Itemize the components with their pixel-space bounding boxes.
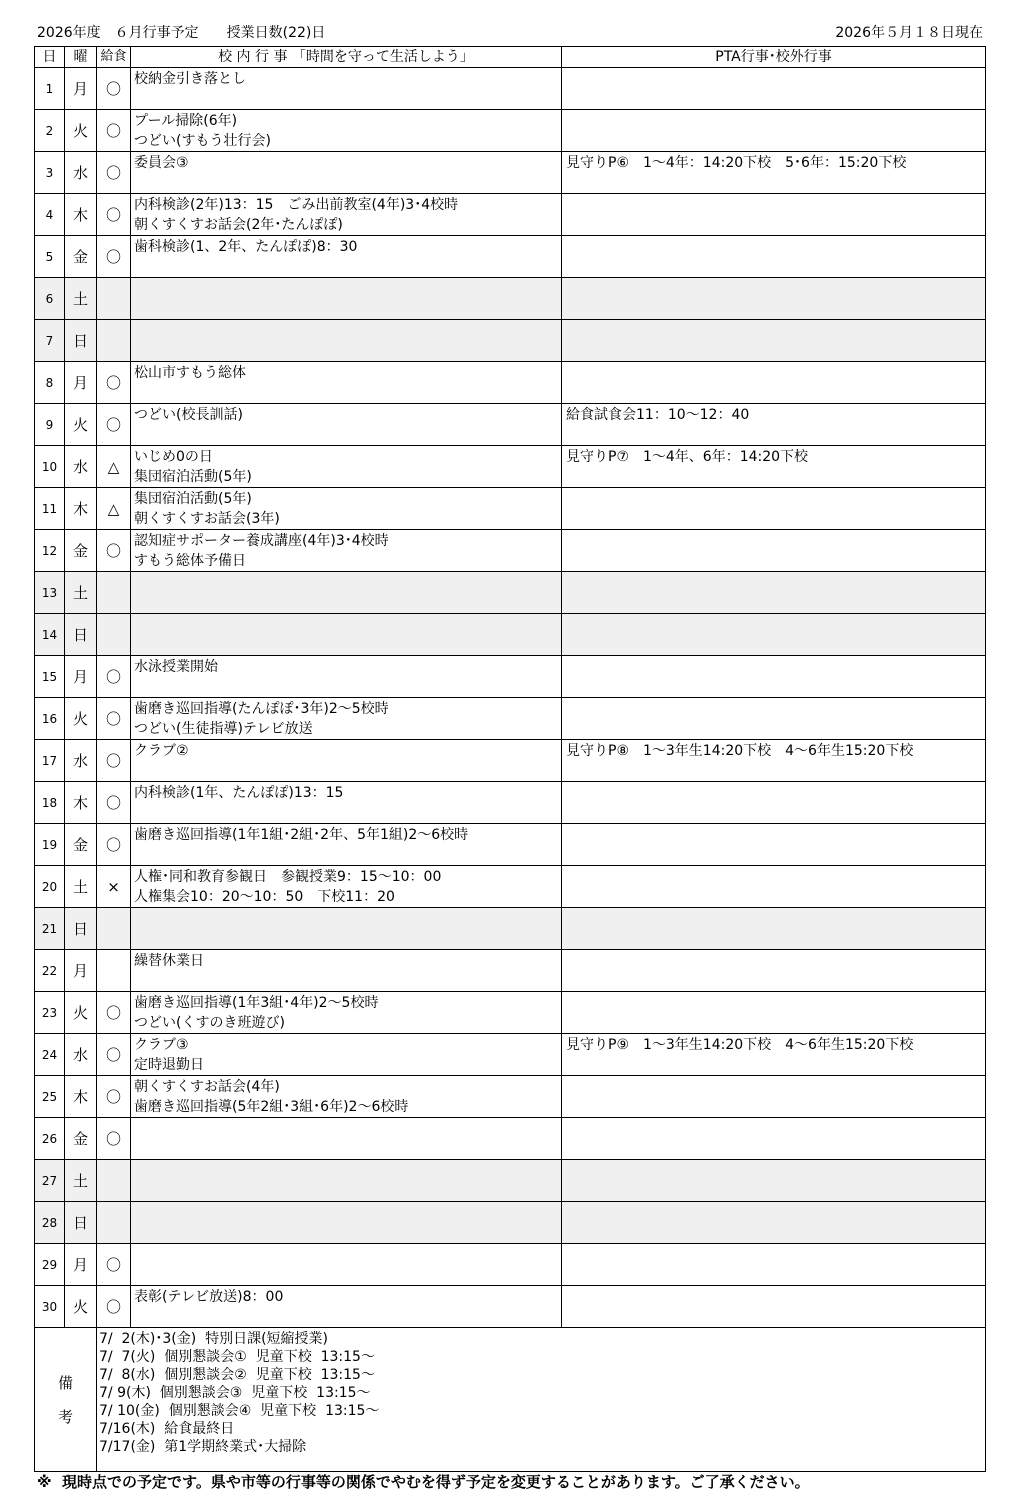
table-row (35, 656, 986, 698)
table-row (35, 68, 986, 110)
day-of-week-cell: 火 (65, 110, 97, 152)
remarks-row (35, 1328, 986, 1472)
school-lunch-mark-cell (97, 320, 131, 362)
pta-events-cell (562, 68, 986, 110)
pta-events-cell (562, 656, 986, 698)
day-of-week-cell: 月 (65, 1244, 97, 1286)
day-number-cell: 27 (35, 1160, 65, 1202)
school-lunch-mark-cell: 〇 (97, 698, 131, 740)
school-events-cell (131, 1034, 562, 1076)
school-events-cell (131, 950, 562, 992)
school-event-line: 認知症サポーター養成講座(4年)3･4校時 (134, 533, 389, 549)
school-events-cell (131, 194, 562, 236)
day-number-cell: 25 (35, 1076, 65, 1118)
pta-events-cell: 見守りP⑨ 1～3年生14:20下校 4～6年生15:20下校 (562, 1034, 986, 1076)
day-of-week-cell: 日 (65, 908, 97, 950)
school-events-cell (131, 908, 562, 950)
table-row (35, 236, 986, 278)
pta-events-cell: 見守りP⑦ 1～4年、6年：14:20下校 (562, 446, 986, 488)
school-events-cell (131, 1244, 562, 1286)
school-event-line: 人権集会10：20～10：50 下校11：20 (134, 889, 395, 905)
table-row (35, 404, 986, 446)
pta-events-cell: 給食試食会11：10～12：40 (562, 404, 986, 446)
pta-events-cell (562, 278, 986, 320)
pta-events-cell (562, 110, 986, 152)
table-row (35, 740, 986, 782)
table-row (35, 866, 986, 908)
day-of-week-cell: 日 (65, 320, 97, 362)
school-event-line: いじめ0の日 (134, 449, 213, 465)
col-header-meal: 給食 (97, 47, 131, 68)
school-event-line: 朝くすくすお話会(4年) (134, 1079, 280, 1095)
table-row (35, 572, 986, 614)
pta-events-cell (562, 320, 986, 362)
school-events-cell (131, 866, 562, 908)
school-lunch-mark-cell: 〇 (97, 656, 131, 698)
table-row (35, 908, 986, 950)
day-number-cell: 2 (35, 110, 65, 152)
remarks-line: 7/17(金) 第1学期終業式･大掃除 (99, 1439, 307, 1455)
day-of-week-cell: 土 (65, 866, 97, 908)
school-event-line: つどい(校長訓話) (134, 407, 243, 423)
document-title: 2026年度 ６月行事予定 授業日数(22)日 (37, 25, 326, 41)
pta-events-cell (562, 866, 986, 908)
remarks-line: 7/16(木) 給食最終日 (99, 1421, 235, 1437)
day-number-cell: 22 (35, 950, 65, 992)
school-event-line: 内科検診(2年)13：15 ごみ出前教室(4年)3･4校時 (134, 197, 459, 213)
table-row (35, 194, 986, 236)
remarks-text (97, 1328, 986, 1472)
day-number-cell: 15 (35, 656, 65, 698)
school-lunch-mark-cell: 〇 (97, 1118, 131, 1160)
school-lunch-mark-cell: 〇 (97, 824, 131, 866)
remarks-label-2: 考 (57, 1407, 73, 1426)
school-lunch-mark-cell: 〇 (97, 1286, 131, 1328)
pta-events-cell (562, 488, 986, 530)
pta-events-cell (562, 1286, 986, 1328)
day-number-cell: 4 (35, 194, 65, 236)
table-row (35, 992, 986, 1034)
school-event-line: 朝くすくすお話会(3年) (134, 511, 280, 527)
school-event-line: 朝くすくすお話会(2年･たんぽぽ) (134, 217, 343, 233)
school-events-cell (131, 530, 562, 572)
day-of-week-cell: 土 (65, 1160, 97, 1202)
school-event-line: 水泳授業開始 (134, 659, 218, 675)
school-lunch-mark-cell: 〇 (97, 530, 131, 572)
school-events-cell (131, 404, 562, 446)
day-number-cell: 26 (35, 1118, 65, 1160)
school-lunch-mark-cell: 〇 (97, 1034, 131, 1076)
school-events-cell (131, 446, 562, 488)
table-row (35, 1118, 986, 1160)
day-of-week-cell: 土 (65, 278, 97, 320)
table-row (35, 782, 986, 824)
school-lunch-mark-cell: 〇 (97, 236, 131, 278)
table-row (35, 362, 986, 404)
school-lunch-mark-cell: 〇 (97, 362, 131, 404)
school-lunch-mark-cell (97, 614, 131, 656)
day-of-week-cell: 金 (65, 1118, 97, 1160)
school-lunch-mark-cell (97, 1202, 131, 1244)
school-lunch-mark-cell: 〇 (97, 992, 131, 1034)
day-of-week-cell: 火 (65, 992, 97, 1034)
school-lunch-mark-cell: 〇 (97, 782, 131, 824)
table-row (35, 446, 986, 488)
school-event-line: 表彰(テレビ放送)8：00 (134, 1289, 284, 1305)
header-row (35, 47, 986, 68)
day-of-week-cell: 日 (65, 614, 97, 656)
pta-events-cell (562, 1076, 986, 1118)
day-of-week-cell: 水 (65, 1034, 97, 1076)
table-row (35, 488, 986, 530)
table-row (35, 950, 986, 992)
pta-events-cell (562, 362, 986, 404)
day-of-week-cell: 金 (65, 530, 97, 572)
table-row (35, 320, 986, 362)
school-events-cell (131, 68, 562, 110)
col-header-dow: 曜 (65, 47, 97, 68)
school-lunch-mark-cell: × (97, 866, 131, 908)
school-events-cell (131, 110, 562, 152)
pta-events-cell (562, 572, 986, 614)
school-event-line: 委員会③ (134, 155, 189, 171)
school-lunch-mark-cell (97, 908, 131, 950)
pta-events-cell (562, 614, 986, 656)
day-number-cell: 14 (35, 614, 65, 656)
col-header-school-events: 校 内 行 事 「時間を守って生活しよう」 (131, 47, 562, 68)
school-events-cell (131, 236, 562, 278)
day-number-cell: 21 (35, 908, 65, 950)
remarks-line: 7/ 9(木) 個別懇談会③ 児童下校 13:15～ (99, 1385, 371, 1401)
day-of-week-cell: 木 (65, 782, 97, 824)
day-of-week-cell: 火 (65, 404, 97, 446)
pta-events-cell (562, 992, 986, 1034)
day-of-week-cell: 月 (65, 950, 97, 992)
footer-note: ※ 現時点での予定です。県や市等の行事等の関係でやむを得ず予定を変更することがあります。ご了承ください。 (37, 1473, 810, 1491)
day-number-cell: 30 (35, 1286, 65, 1328)
day-number-cell: 20 (35, 866, 65, 908)
day-number-cell: 11 (35, 488, 65, 530)
day-number-cell: 7 (35, 320, 65, 362)
school-event-line: 集団宿泊活動(5年) (134, 469, 252, 485)
day-number-cell: 10 (35, 446, 65, 488)
day-of-week-cell: 木 (65, 488, 97, 530)
table-row (35, 152, 986, 194)
school-events-cell (131, 1118, 562, 1160)
school-events-cell (131, 1076, 562, 1118)
school-lunch-mark-cell: 〇 (97, 1244, 131, 1286)
school-lunch-mark-cell (97, 278, 131, 320)
table-row (35, 1076, 986, 1118)
day-of-week-cell: 水 (65, 740, 97, 782)
remarks-line: 7/ 8(水) 個別懇談会② 児童下校 13:15～ (99, 1367, 375, 1383)
remarks-label (35, 1328, 97, 1472)
school-events-cell (131, 1202, 562, 1244)
day-number-cell: 24 (35, 1034, 65, 1076)
pta-events-cell (562, 824, 986, 866)
day-of-week-cell: 木 (65, 1076, 97, 1118)
pta-events-cell (562, 698, 986, 740)
day-of-week-cell: 金 (65, 236, 97, 278)
day-of-week-cell: 金 (65, 824, 97, 866)
day-number-cell: 12 (35, 530, 65, 572)
day-number-cell: 3 (35, 152, 65, 194)
school-lunch-mark-cell (97, 1160, 131, 1202)
remarks-line: 7/ 2(木)･3(金) 特別日課(短縮授業) (99, 1331, 329, 1347)
school-events-cell (131, 614, 562, 656)
day-number-cell: 17 (35, 740, 65, 782)
school-events-cell (131, 1286, 562, 1328)
school-lunch-mark-cell: 〇 (97, 1076, 131, 1118)
school-event-line: プール掃除(6年) (134, 113, 238, 129)
school-event-line: 人権･同和教育参観日 参観授業9：15～10：00 (134, 869, 442, 885)
table-row (35, 1202, 986, 1244)
school-events-cell (131, 152, 562, 194)
school-events-cell (131, 656, 562, 698)
school-event-line: 歯科検診(1、2年、たんぽぽ)8：30 (134, 239, 358, 255)
table-row (35, 614, 986, 656)
school-event-line: 繰替休業日 (134, 953, 204, 969)
school-events-cell (131, 362, 562, 404)
school-event-line: 歯磨き巡回指導(5年2組･3組･6年)2～6校時 (134, 1099, 409, 1115)
school-events-cell (131, 824, 562, 866)
day-of-week-cell: 日 (65, 1202, 97, 1244)
pta-events-cell (562, 1244, 986, 1286)
table-row (35, 110, 986, 152)
day-number-cell: 6 (35, 278, 65, 320)
pta-events-cell: 見守りP⑥ 1～4年：14:20下校 5･6年：15:20下校 (562, 152, 986, 194)
school-event-line: 校納金引き落とし (134, 71, 246, 87)
school-events-cell (131, 1160, 562, 1202)
day-number-cell: 28 (35, 1202, 65, 1244)
table-row (35, 1286, 986, 1328)
school-events-cell (131, 278, 562, 320)
day-of-week-cell: 火 (65, 698, 97, 740)
school-event-line: すもう総体予備日 (134, 553, 246, 569)
school-lunch-mark-cell: 〇 (97, 152, 131, 194)
school-lunch-mark-cell: △ (97, 446, 131, 488)
day-number-cell: 9 (35, 404, 65, 446)
table-row (35, 278, 986, 320)
school-lunch-mark-cell: 〇 (97, 68, 131, 110)
school-lunch-mark-cell: 〇 (97, 740, 131, 782)
pta-events-cell (562, 194, 986, 236)
school-lunch-mark-cell: △ (97, 488, 131, 530)
school-events-cell (131, 488, 562, 530)
pta-events-cell (562, 782, 986, 824)
school-event-line: 歯磨き巡回指導(1年3組･4年)2～5校時 (134, 995, 379, 1011)
pta-events-cell (562, 1160, 986, 1202)
school-event-line: 定時退勤日 (134, 1057, 204, 1073)
school-event-line: つどい(くすのき班遊び) (134, 1015, 285, 1031)
day-of-week-cell: 火 (65, 1286, 97, 1328)
day-number-cell: 29 (35, 1244, 65, 1286)
school-lunch-mark-cell (97, 572, 131, 614)
school-event-line: クラブ② (134, 743, 189, 759)
school-events-cell (131, 698, 562, 740)
table-row (35, 698, 986, 740)
table-row (35, 1244, 986, 1286)
pta-events-cell (562, 236, 986, 278)
day-of-week-cell: 月 (65, 362, 97, 404)
pta-events-cell: 見守りP⑧ 1～3年生14:20下校 4～6年生15:20下校 (562, 740, 986, 782)
school-events-cell (131, 740, 562, 782)
school-event-line: 松山市すもう総体 (134, 365, 246, 381)
table-row (35, 1160, 986, 1202)
school-events-cell (131, 572, 562, 614)
school-event-line: つどい(生徒指導)テレビ放送 (134, 721, 313, 737)
day-number-cell: 13 (35, 572, 65, 614)
table-row (35, 824, 986, 866)
school-events-cell (131, 782, 562, 824)
pta-events-cell (562, 530, 986, 572)
school-events-cell (131, 992, 562, 1034)
school-event-line: 歯磨き巡回指導(たんぽぽ･3年)2～5校時 (134, 701, 389, 717)
as-of-date: 2026年５月１８日現在 (835, 25, 983, 41)
remarks-line: 7/ 7(火) 個別懇談会① 児童下校 13:15～ (99, 1349, 375, 1365)
day-of-week-cell: 木 (65, 194, 97, 236)
school-lunch-mark-cell: 〇 (97, 194, 131, 236)
day-number-cell: 16 (35, 698, 65, 740)
pta-events-cell (562, 950, 986, 992)
remarks-label-1: 備 (57, 1373, 73, 1392)
school-event-line: クラブ③ (134, 1037, 189, 1053)
remarks-line: 7/ 10(金) 個別懇談会④ 児童下校 13:15～ (99, 1403, 380, 1419)
school-event-line: 歯磨き巡回指導(1年1組･2組･2年、5年1組)2～6校時 (134, 827, 469, 843)
day-number-cell: 18 (35, 782, 65, 824)
day-of-week-cell: 水 (65, 152, 97, 194)
day-number-cell: 8 (35, 362, 65, 404)
school-lunch-mark-cell: 〇 (97, 404, 131, 446)
school-event-line: 集団宿泊活動(5年) (134, 491, 252, 507)
col-header-pta-events: PTA行事･校外行事 (562, 47, 986, 68)
schedule-body (35, 68, 986, 1328)
schedule-table (34, 46, 986, 1472)
pta-events-cell (562, 908, 986, 950)
page-header (37, 22, 983, 44)
day-number-cell: 19 (35, 824, 65, 866)
day-of-week-cell: 水 (65, 446, 97, 488)
day-number-cell: 1 (35, 68, 65, 110)
pta-events-cell (562, 1202, 986, 1244)
school-event-line: つどい(すもう壮行会) (134, 133, 271, 149)
school-lunch-mark-cell: 〇 (97, 110, 131, 152)
day-number-cell: 23 (35, 992, 65, 1034)
day-of-week-cell: 土 (65, 572, 97, 614)
school-lunch-mark-cell (97, 950, 131, 992)
day-of-week-cell: 月 (65, 656, 97, 698)
table-row (35, 1034, 986, 1076)
day-of-week-cell: 月 (65, 68, 97, 110)
day-number-cell: 5 (35, 236, 65, 278)
pta-events-cell (562, 1118, 986, 1160)
table-row (35, 530, 986, 572)
school-events-cell (131, 320, 562, 362)
school-event-line: 内科検診(1年、たんぽぽ)13：15 (134, 785, 344, 801)
col-header-day: 日 (35, 47, 65, 68)
